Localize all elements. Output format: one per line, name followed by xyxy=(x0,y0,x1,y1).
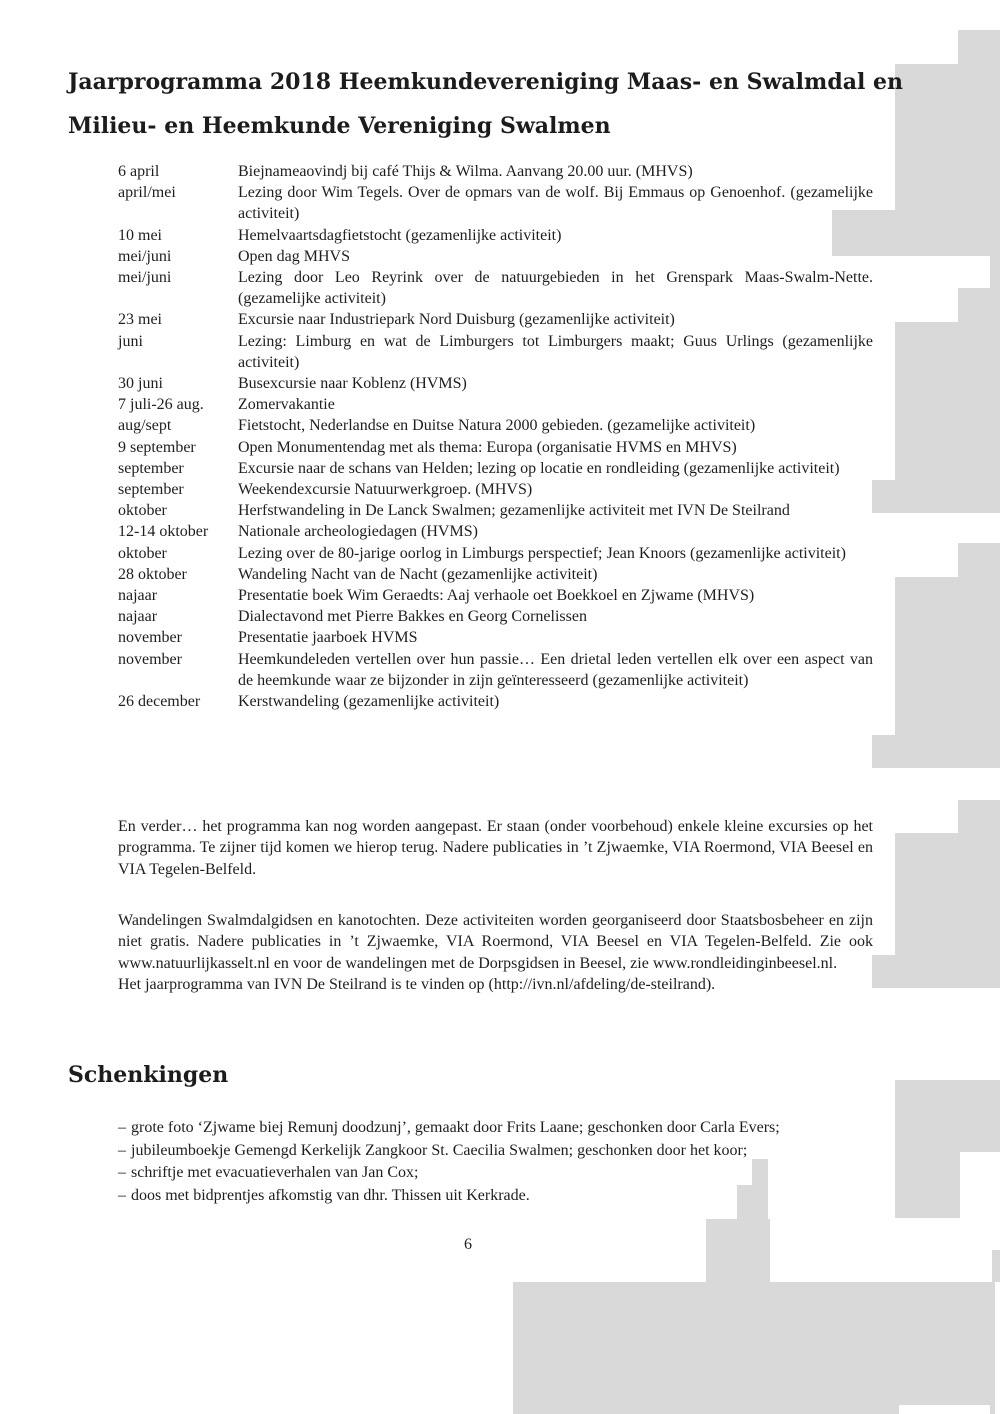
program-date: 12-14 oktober xyxy=(118,523,209,541)
program-description: Kerstwandeling (gezamenlijke activiteit) xyxy=(238,693,500,711)
program-date: 30 juni xyxy=(118,375,163,393)
note-paragraph-group xyxy=(118,910,873,996)
program-date: 26 december xyxy=(118,693,201,711)
program-description: Busexcursie naar Koblenz (HVMS) xyxy=(238,375,467,393)
program-row xyxy=(118,394,873,415)
program-description: Wandeling Nacht van de Nacht (gezamenlijke activiteit) xyxy=(238,565,598,583)
bullet-dash: – xyxy=(118,1119,126,1136)
program-description: Hemelvaartsdagfietstocht (gezamenlijke activiteit) xyxy=(238,226,562,244)
bullet-dash: – xyxy=(118,1186,126,1204)
program-date: 6 april xyxy=(118,163,160,180)
program-row xyxy=(118,458,873,479)
program-date: najaar xyxy=(118,587,158,605)
program-row xyxy=(118,691,873,712)
program-row xyxy=(118,606,873,627)
page-number: 6 xyxy=(464,1236,472,1253)
program-date: aug/sept xyxy=(118,417,172,435)
program-description: Presentatie jaarboek HVMS xyxy=(238,629,418,647)
program-row xyxy=(118,564,873,585)
program-description: Biejnameaovindj bij café Thijs & Wilma. Aanvang 20.00 uur. (MHVS) xyxy=(238,163,693,180)
program-date: september xyxy=(118,459,184,477)
program-description: Fietstocht, Nederlandse en Duitse Natura 2000 gebieden. (gezamelijke activiteit) xyxy=(238,417,756,435)
schenkingen-list xyxy=(118,1117,898,1207)
schenking-text: grote foto ‘Zjwame biej Remunj doodzunj’, gemaakt door Frits Laane; geschonken door Carla Evers; xyxy=(131,1119,780,1136)
program-row xyxy=(118,331,873,373)
program-description: Open Monumentendag met als thema: Europa (organisatie HVMS en MHVS) xyxy=(238,438,737,456)
program-row xyxy=(118,246,873,267)
program-row xyxy=(118,521,873,542)
program-row xyxy=(118,627,873,648)
program-row xyxy=(118,373,873,394)
program-date: november xyxy=(118,650,182,668)
schenking-text: schriftje met evacuatieverhalen van Jan Cox; xyxy=(131,1164,419,1182)
program-row xyxy=(118,500,873,521)
program-row xyxy=(118,585,873,606)
program-date: mei/juni xyxy=(118,247,172,265)
program-row xyxy=(118,225,873,246)
note-paragraph-3: Het jaarprogramma van IVN De Steilrand is te vinden op (http://ivn.nl/afdeling/de-steilrand). xyxy=(118,976,716,994)
note-paragraph-2: Wandelingen Swalmdalgidsen en kanotochten. Deze activiteiten worden georganiseerd door Staatsbosbeheer en zijn niet gratis. Nadere publicaties in ’t Zjwaemke, VIA Roermond, VIA Beesel en VIA Tegelen-Belfeld. Zie ook www.natuurlijkasselt.nl en voor de wandelingen met de Dorpsgidsen in Beesel, zie www.rondleidinginbeesel.nl. xyxy=(118,912,873,972)
program-row xyxy=(118,182,873,224)
program-description: Lezing: Limburg en wat de Limburgers tot Limburgers maakt; Guus Urlings (gezamenlijke activiteit) xyxy=(238,332,873,371)
program-description: Herfstwandeling in De Lanck Swalmen; gezamenlijke activiteit met IVN De Steilrand xyxy=(238,502,790,520)
bullet-dash: – xyxy=(118,1141,126,1159)
page-title-line-2: Milieu- en Heemkunde Vereniging Swalmen xyxy=(68,113,611,139)
program-date: juni xyxy=(118,332,143,350)
schenking-item xyxy=(118,1117,898,1140)
program-row xyxy=(118,543,873,564)
program-date: oktober xyxy=(118,502,167,520)
page-title xyxy=(68,60,928,148)
program-row xyxy=(118,415,873,436)
program-description: Lezing door Leo Reyrink over de natuurgebieden in het Grenspark Maas-Swalm-Nette. (gezamelijke activiteit) xyxy=(238,269,873,308)
program-row xyxy=(118,161,873,182)
bullet-dash: – xyxy=(118,1164,126,1182)
program-row xyxy=(118,309,873,330)
program-date: september xyxy=(118,481,184,499)
program-description: Presentatie boek Wim Geraedts: Aaj verhaole oet Boekkoel en Zjwame (MHVS) xyxy=(238,587,755,605)
note-paragraph-1: En verder… het programma kan nog worden aangepast. Er staan (onder voorbehoud) enkele kleine excursies op het programma. Te zijner tijd komen we hierop terug. Nadere publicaties in ’t Zjwaemke, VIA Roermond, VIA Beesel en VIA Tegelen-Belfeld. xyxy=(118,818,873,878)
program-description: Lezing door Wim Tegels. Over de opmars van de wolf. Bij Emmaus op Genoenhof. (gezamelijke activiteit) xyxy=(238,184,873,223)
program-date: 28 oktober xyxy=(118,565,187,583)
program-date: november xyxy=(118,629,182,647)
program-row xyxy=(118,649,873,691)
schenking-item xyxy=(118,1185,898,1208)
program-row xyxy=(118,437,873,458)
program-date: oktober xyxy=(118,544,167,562)
program-date: 9 september xyxy=(118,438,196,456)
program-date: najaar xyxy=(118,608,158,626)
program-list xyxy=(118,161,873,712)
program-description: Zomervakantie xyxy=(238,396,335,414)
section-heading-schenkingen: Schenkingen xyxy=(68,1062,229,1088)
program-date: mei/juni xyxy=(118,269,172,287)
program-description: Dialectavond met Pierre Bakkes en Georg Cornelissen xyxy=(238,608,587,626)
program-description: Excursie naar de schans van Helden; lezing op locatie en rondleiding (gezamenlijke activiteit) xyxy=(238,459,840,477)
program-description: Lezing over de 80-jarige oorlog in Limburgs perspectief; Jean Knoors (gezamenlijke activiteit) xyxy=(238,544,846,562)
program-date: 23 mei xyxy=(118,311,162,329)
program-description: Open dag MHVS xyxy=(238,247,350,265)
schenking-text: doos met bidprentjes afkomstig van dhr. Thissen uit Kerkrade. xyxy=(131,1186,530,1204)
program-description: Excursie naar Industriepark Nord Duisburg (gezamenlijke activiteit) xyxy=(238,311,675,329)
program-row xyxy=(118,479,873,500)
program-date: april/mei xyxy=(118,184,176,202)
program-date: 10 mei xyxy=(118,226,162,244)
program-date: 7 juli-26 aug. xyxy=(118,396,204,414)
schenking-item xyxy=(118,1162,898,1185)
program-description: Heemkundeleden vertellen over hun passie… Een drietal leden vertellen elk over een aspect van de heemkunde waar ze bijzonder in zijn geïnteresseerd (gezamenlijke activiteit) xyxy=(238,650,873,689)
page-title-line-1: Jaarprogramma 2018 Heemkundevereniging Maas- en Swalmdal en xyxy=(68,69,903,95)
program-row xyxy=(118,267,873,309)
schenking-item xyxy=(118,1140,898,1163)
schenking-text: jubileumboekje Gemengd Kerkelijk Zangkoor St. Caecilia Swalmen; geschonken door het koor; xyxy=(131,1141,748,1159)
program-description: Weekendexcursie Natuurwerkgroep. (MHVS) xyxy=(238,481,533,499)
program-description: Nationale archeologiedagen (HVMS) xyxy=(238,523,478,541)
